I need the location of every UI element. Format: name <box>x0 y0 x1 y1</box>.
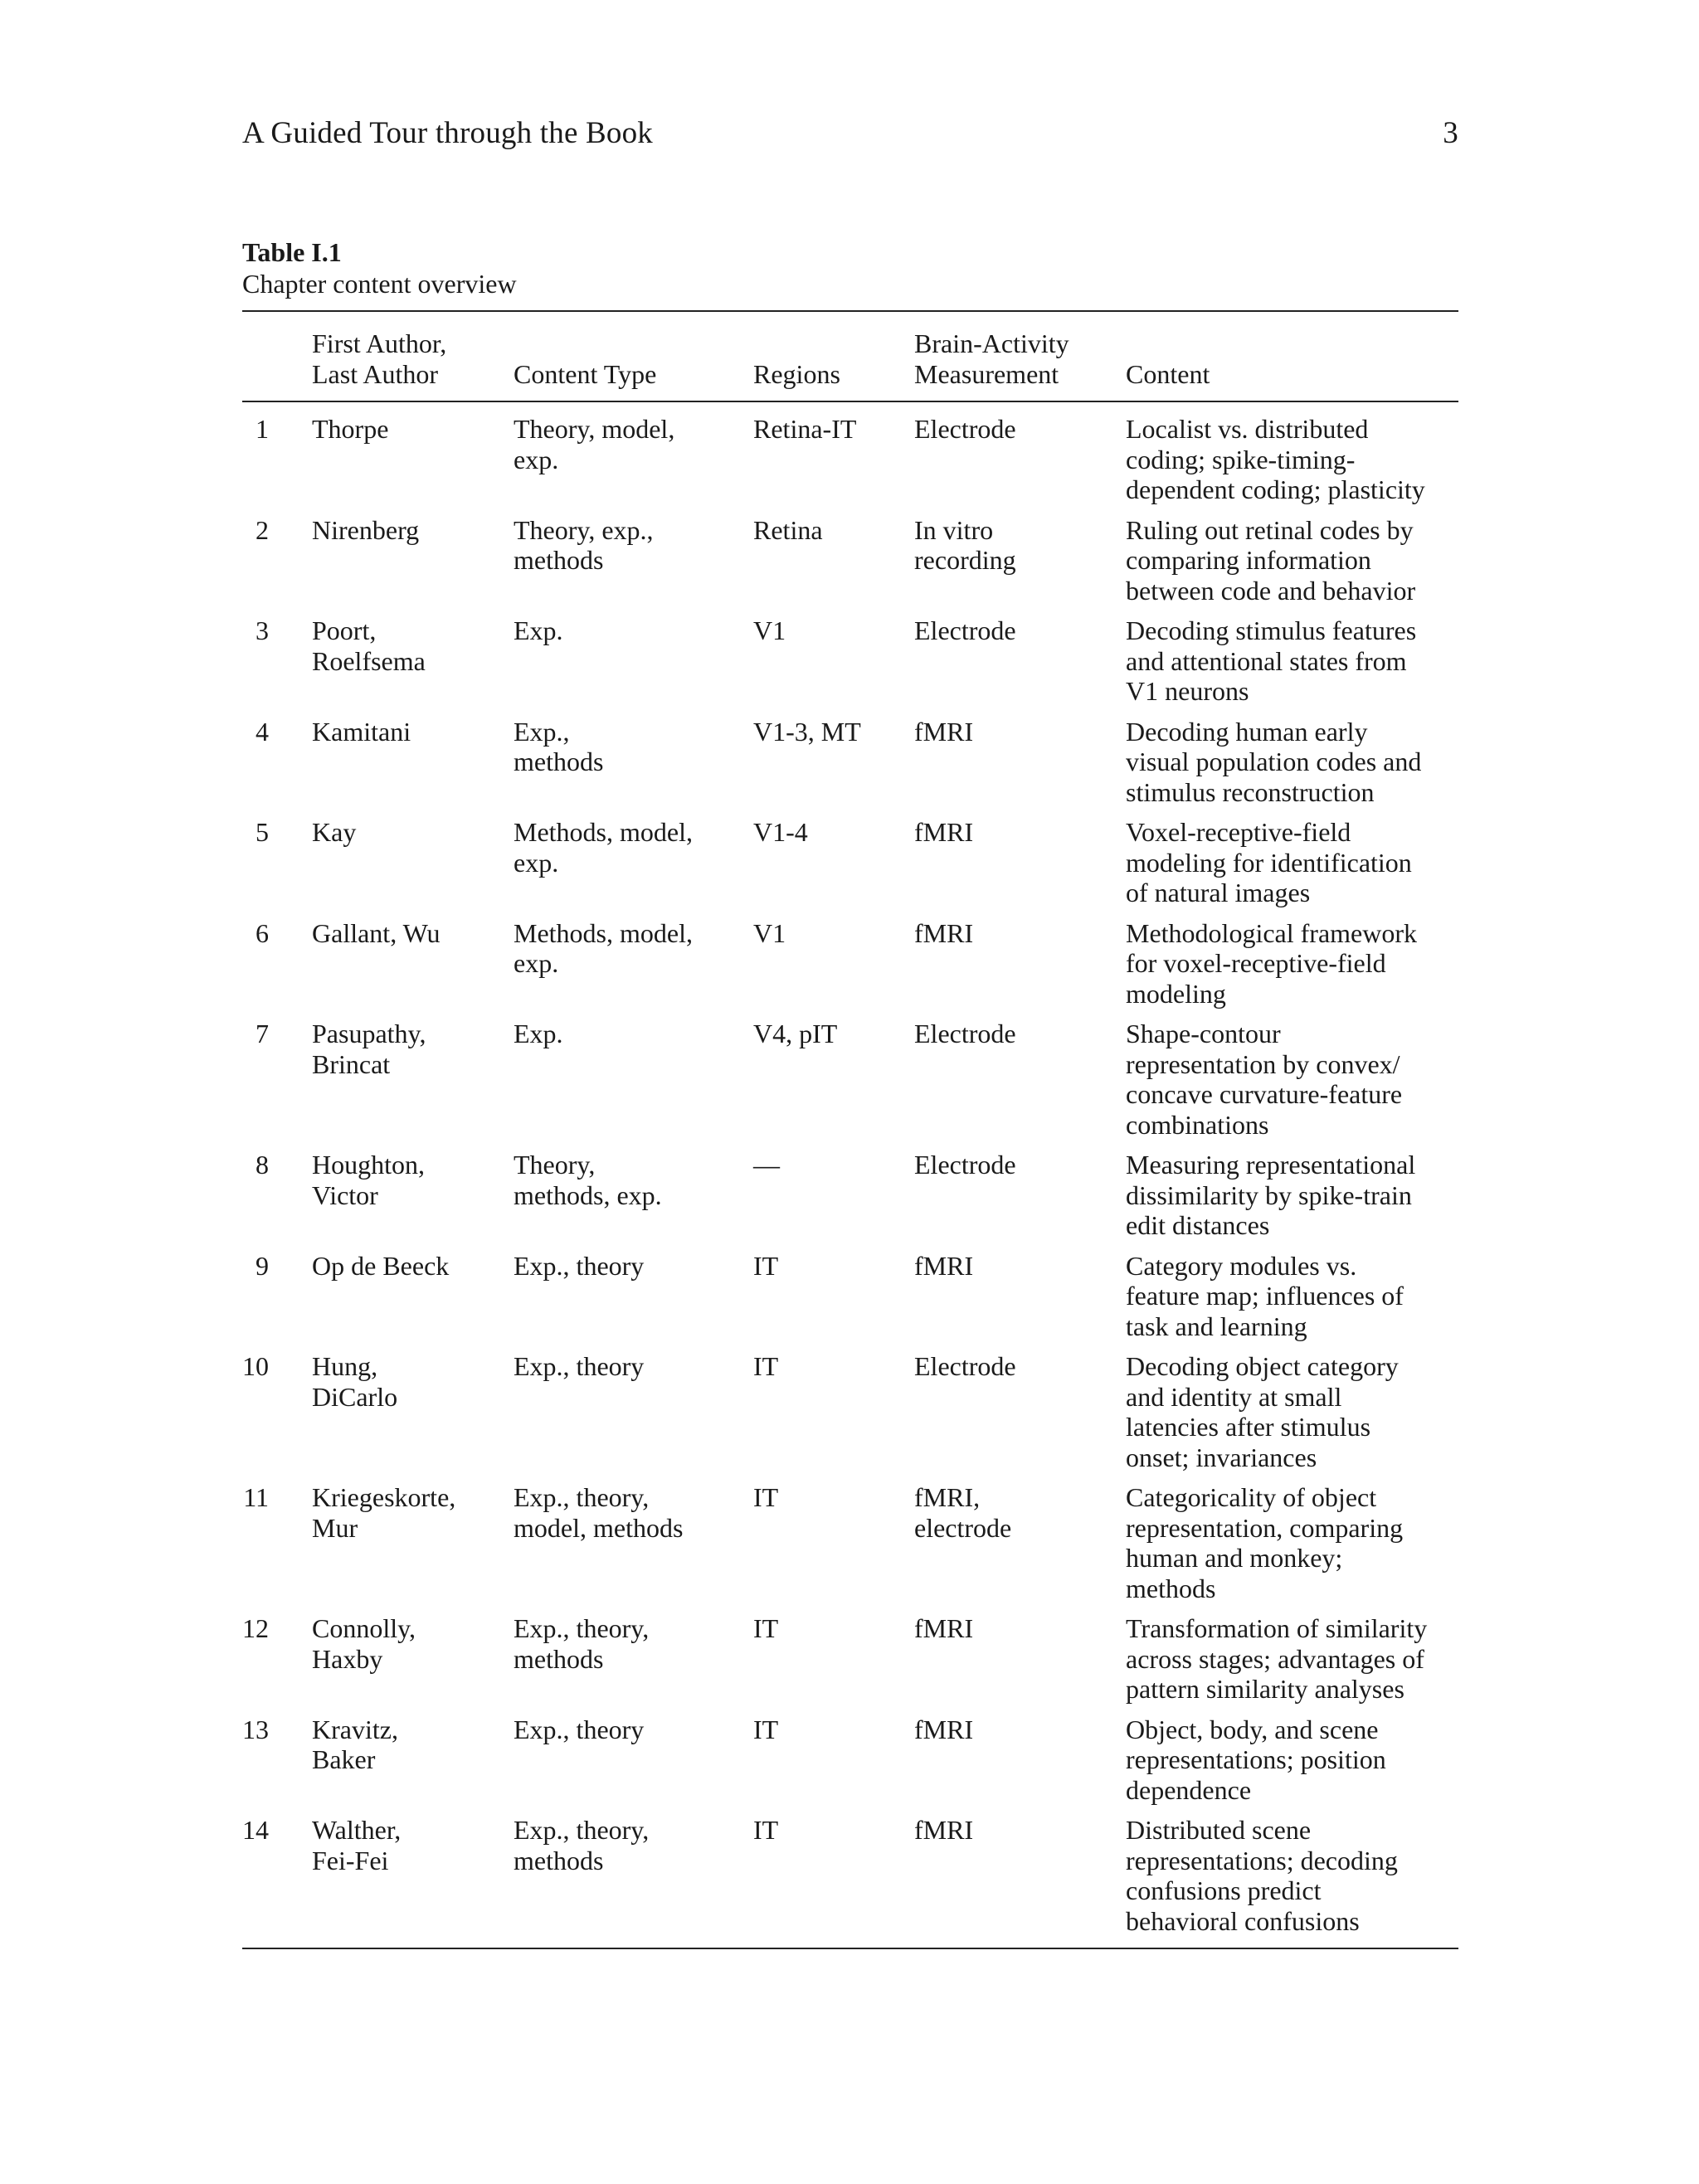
table-row <box>242 401 1458 515</box>
cell-number: 7 <box>256 1019 269 1048</box>
header-content: Content <box>1126 358 1210 389</box>
table-row <box>242 918 1458 1019</box>
cell-measurement: fMRI <box>914 817 974 847</box>
cell-content-type: Exp., theory, methods <box>514 1815 650 1875</box>
cell-regions: V1-3, MT <box>753 716 861 747</box>
cell-content: Transformation of similarity across stages; advantages of pattern similarity analyses <box>1126 1613 1428 1704</box>
cell-content-type: Exp., theory <box>514 1250 645 1281</box>
cell-number: 4 <box>256 716 269 747</box>
cell-number: 9 <box>256 1250 269 1281</box>
cell-content-type: Exp., theory <box>514 1351 645 1381</box>
header-measurement: Brain-Activity Measurement <box>914 328 1069 389</box>
cell-number: 3 <box>256 615 269 645</box>
cell-content: Categoricality of object representation, comparing human and monkey; methods <box>1126 1482 1404 1603</box>
content-table-container <box>242 310 1458 1949</box>
table-header <box>242 311 1458 401</box>
cell-measurement: fMRI, electrode <box>914 1482 1012 1543</box>
cell-regions: V4, pIT <box>753 1019 838 1048</box>
table-row <box>242 515 1458 616</box>
cell-measurement: Electrode <box>914 615 1016 645</box>
cell-regions: IT <box>753 1815 779 1845</box>
cell-author: Kay <box>312 817 357 847</box>
cell-content: Methodological framework for voxel-receptive-field modeling <box>1126 917 1417 1009</box>
cell-content-type: Theory, exp., methods <box>514 514 654 575</box>
table-label: Table I.1 <box>242 237 342 267</box>
cell-regions: IT <box>753 1351 779 1381</box>
cell-author: Op de Beeck <box>312 1250 450 1281</box>
content-table <box>242 310 1458 1949</box>
cell-measurement: Electrode <box>914 414 1016 444</box>
cell-content: Voxel-receptive-field modeling for identification of natural images <box>1126 817 1412 907</box>
table-row <box>242 615 1458 717</box>
cell-content: Object, body, and scene representations; position dependence <box>1126 1714 1386 1805</box>
cell-content: Shape-contour representation by convex/ concave curvature-feature combinations <box>1126 1019 1403 1140</box>
cell-regions: V1 <box>753 615 786 645</box>
cell-content-type: Exp., theory <box>514 1714 645 1744</box>
table-description: Chapter content overview <box>242 269 517 299</box>
cell-author: Thorpe <box>312 414 389 444</box>
cell-number: 10 <box>242 1351 269 1381</box>
cell-measurement: fMRI <box>914 917 974 948</box>
cell-number: 8 <box>256 1150 269 1180</box>
cell-author: Kamitani <box>312 716 411 747</box>
cell-content-type: Methods, model, exp. <box>514 817 693 878</box>
table-row <box>242 817 1458 918</box>
running-head-title: A Guided Tour through the Book <box>242 116 654 150</box>
cell-number: 12 <box>242 1613 269 1643</box>
cell-content-type: Exp., methods <box>514 716 604 776</box>
cell-measurement: fMRI <box>914 1250 974 1281</box>
cell-number: 13 <box>242 1714 269 1744</box>
cell-regions: IT <box>753 1482 779 1512</box>
cell-author: Connolly, Haxby <box>312 1613 416 1674</box>
cell-author: Kravitz, Baker <box>312 1714 398 1774</box>
table-row <box>242 1815 1458 1948</box>
cell-author: Nirenberg <box>312 514 420 545</box>
cell-content: Measuring representational dissimilarity by spike-train edit distances <box>1126 1150 1416 1240</box>
cell-measurement: In vitro recording <box>914 514 1016 575</box>
cell-content-type: Exp. <box>514 615 563 645</box>
table-row <box>242 1150 1458 1251</box>
cell-measurement: Electrode <box>914 1019 1016 1048</box>
table-row <box>242 717 1458 818</box>
cell-author: Gallant, Wu <box>312 917 441 948</box>
cell-measurement: fMRI <box>914 716 974 747</box>
cell-regions: Retina-IT <box>753 414 857 444</box>
table-row <box>242 1019 1458 1150</box>
cell-number: 5 <box>256 817 269 847</box>
cell-regions: V1 <box>753 917 786 948</box>
table-row <box>242 1351 1458 1482</box>
cell-author: Houghton, Victor <box>312 1150 425 1210</box>
cell-regions: Retina <box>753 514 823 545</box>
cell-content: Ruling out retinal codes by comparing information between code and behavior <box>1126 514 1416 606</box>
cell-number: 11 <box>243 1482 269 1512</box>
cell-number: 1 <box>256 414 269 444</box>
cell-regions: IT <box>753 1714 779 1744</box>
table-caption <box>242 236 517 299</box>
cell-author: Poort, Roelfsema <box>312 615 426 676</box>
cell-content: Distributed scene representations; decoding confusions predict behavioral confusions <box>1126 1815 1398 1936</box>
cell-author: Walther, Fei-Fei <box>312 1815 402 1875</box>
cell-author: Pasupathy, Brincat <box>312 1019 426 1079</box>
header-number <box>242 311 312 401</box>
header-content-type: Content Type <box>514 358 657 389</box>
table-body <box>242 401 1458 1948</box>
cell-measurement: fMRI <box>914 1613 974 1643</box>
cell-content: Localist vs. distributed coding; spike-timing- dependent coding; plasticity <box>1126 414 1425 504</box>
table-row <box>242 1482 1458 1613</box>
cell-measurement: fMRI <box>914 1815 974 1845</box>
cell-content-type: Theory, methods, exp. <box>514 1150 662 1210</box>
table-row <box>242 1613 1458 1715</box>
cell-number: 6 <box>256 917 269 948</box>
cell-measurement: Electrode <box>914 1150 1016 1180</box>
cell-number: 2 <box>256 514 269 545</box>
cell-regions: IT <box>753 1613 779 1643</box>
cell-content-type: Exp. <box>514 1019 563 1048</box>
cell-regions: V1-4 <box>753 817 808 847</box>
cell-content: Decoding object category and identity at small latencies after stimulus onset; invariances <box>1126 1351 1399 1472</box>
table-header-row <box>242 311 1458 401</box>
page-number: 3 <box>1443 116 1458 150</box>
cell-author: Hung, DiCarlo <box>312 1351 398 1412</box>
cell-content: Decoding human early visual population codes and stimulus reconstruction <box>1126 716 1422 807</box>
cell-regions: IT <box>753 1250 779 1281</box>
cell-number: 14 <box>242 1815 269 1845</box>
cell-content: Category modules vs. feature map; influences of task and learning <box>1126 1250 1404 1341</box>
cell-content-type: Theory, model, exp. <box>514 414 675 474</box>
cell-content-type: Exp., theory, methods <box>514 1613 650 1674</box>
cell-content-type: Methods, model, exp. <box>514 917 693 978</box>
cell-regions: — <box>753 1150 780 1180</box>
header-regions: Regions <box>753 358 840 389</box>
cell-content: Decoding stimulus features and attentional states from V1 neurons <box>1126 615 1417 706</box>
cell-measurement: Electrode <box>914 1351 1016 1381</box>
cell-content-type: Exp., theory, model, methods <box>514 1482 684 1543</box>
table-row <box>242 1251 1458 1352</box>
header-author: First Author, Last Author <box>312 328 447 389</box>
cell-author: Kriegeskorte, Mur <box>312 1482 456 1543</box>
table-row <box>242 1715 1458 1816</box>
cell-measurement: fMRI <box>914 1714 974 1744</box>
